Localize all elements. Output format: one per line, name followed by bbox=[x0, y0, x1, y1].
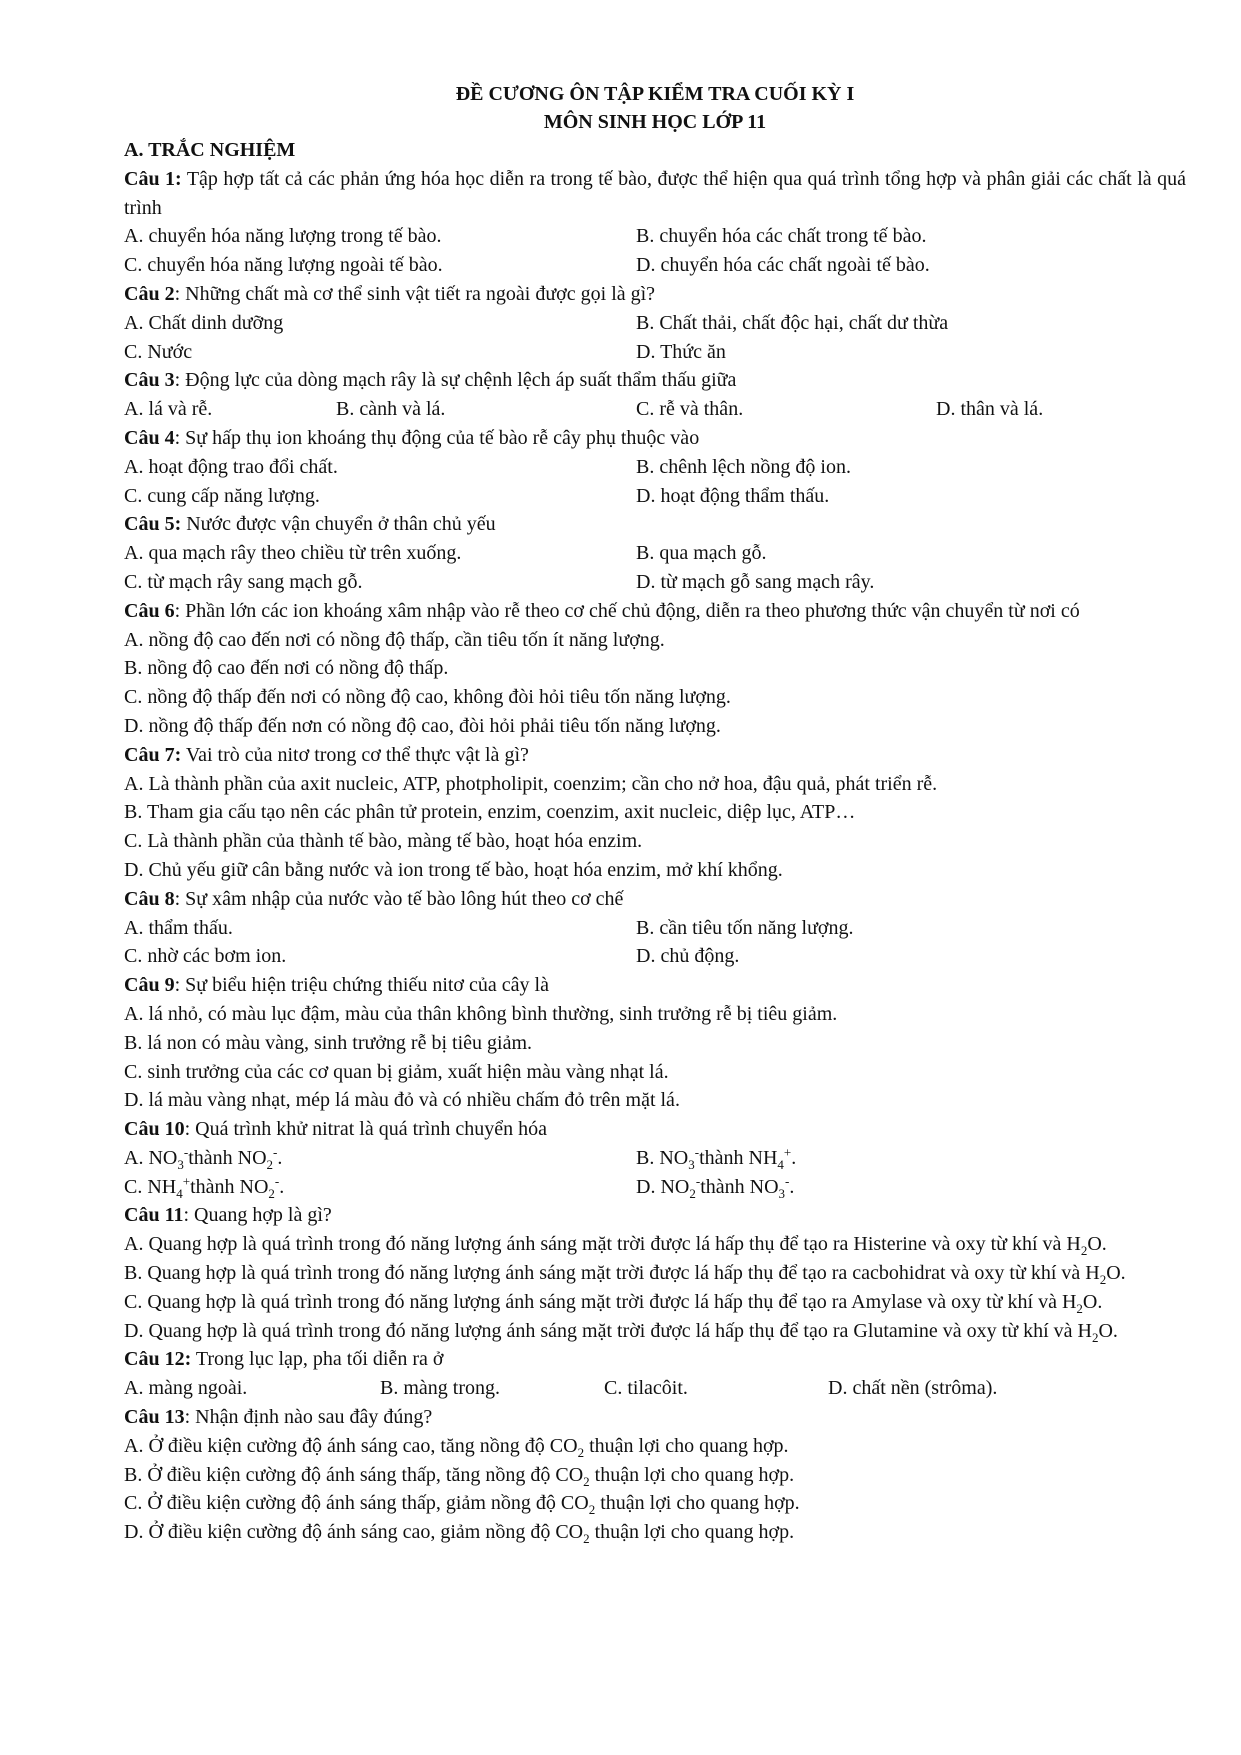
question-label: Câu 10 bbox=[124, 1118, 185, 1141]
option-c: C. Nước bbox=[124, 340, 193, 363]
option-a: A. màng ngoài. bbox=[124, 1377, 248, 1400]
question-label: Câu 6 bbox=[124, 599, 175, 622]
option-b: B. Tham gia cấu tạo nên các phân tử protein, enzim, coenzim, axit nucleic, diệp lục, ATP… bbox=[124, 801, 856, 824]
question-text: : Phần lớn các ion khoáng xâm nhập vào rễ theo cơ chế chủ động, diễn ra theo phương thức vận chuyển từ nơi có bbox=[174, 599, 1080, 622]
option-b: B. chuyển hóa các chất trong tế bào. bbox=[636, 225, 927, 248]
option-a: A. Quang hợp là quá trình trong đó năng lượng ánh sáng mặt trời được lá hấp thụ để tạo ra Histerine và oxy từ khí và $H_2O$. bbox=[124, 1233, 1107, 1259]
question-label: Câu 8 bbox=[124, 887, 175, 910]
question-4 bbox=[124, 424, 1186, 453]
option-a: A. lá và rễ. bbox=[124, 398, 213, 421]
option-d: D. nồng độ thấp đến nơn có nồng độ cao, đòi hỏi phải tiêu tốn năng lượng. bbox=[124, 714, 721, 737]
question-text: : Động lực của dòng mạch rây là sự chệnh lệch áp suất thẩm thấu giữa bbox=[174, 369, 737, 392]
question-label: Câu 12: bbox=[124, 1348, 192, 1371]
question-13 bbox=[124, 1403, 1186, 1432]
option-b: B. Quang hợp là quá trình trong đó năng lượng ánh sáng mặt trời được lá hấp thụ để tạo ra cacbohidrat và oxy từ khí và $H_2O$. bbox=[124, 1262, 1126, 1288]
options-row bbox=[124, 395, 1186, 424]
options-row bbox=[124, 1144, 1186, 1173]
option-d: D. chất nền (strôma). bbox=[828, 1377, 998, 1400]
options-row bbox=[124, 222, 1186, 251]
options-row bbox=[124, 482, 1186, 511]
options-row bbox=[124, 309, 1186, 338]
question-label: Câu 7: bbox=[124, 743, 182, 766]
option-b: B. chênh lệch nồng độ ion. bbox=[636, 455, 851, 478]
option-d: D. hoạt động thẩm thấu. bbox=[636, 484, 830, 507]
question-label: Câu 3 bbox=[124, 369, 175, 392]
document-page bbox=[124, 80, 1186, 1547]
option-b: B. $NO_3^-thành$ $NH_4^+$. bbox=[636, 1144, 797, 1172]
question-1 bbox=[124, 165, 1186, 223]
option-c: C. Là thành phần của thành tế bào, màng tế bào, hoạt hóa enzim. bbox=[124, 830, 643, 853]
question-text: : Nhận định nào sau đây đúng? bbox=[184, 1406, 433, 1429]
question-label: Câu 13 bbox=[124, 1406, 185, 1429]
option-b: B. cành và lá. bbox=[336, 398, 446, 421]
question-10 bbox=[124, 1115, 1186, 1144]
option-a: A. qua mạch rây theo chiều từ trên xuống. bbox=[124, 542, 462, 565]
option-a: A. Là thành phần của axit nucleic, ATP, photpholipit, coenzim; cần cho nở hoa, đậu quả, phát triển rễ. bbox=[124, 772, 938, 795]
options-row bbox=[124, 251, 1186, 280]
question-label: Câu 2 bbox=[124, 282, 175, 305]
option-a: A. Ở điều kiện cường độ ánh sáng cao, tăng nồng độ $CO_2$ thuận lợi cho quang hợp. bbox=[124, 1434, 789, 1460]
option-c: C. tilacôit. bbox=[604, 1377, 688, 1400]
question-2 bbox=[124, 280, 1186, 309]
option-d: D. $NO_2^-thành$ $NO_3^-$. bbox=[636, 1173, 795, 1201]
question-label: Câu 9 bbox=[124, 974, 175, 997]
question-label: Câu 11 bbox=[124, 1204, 184, 1227]
question-label: Câu 4 bbox=[124, 426, 175, 449]
option-d: D. Quang hợp là quá trình trong đó năng lượng ánh sáng mặt trời được lá hấp thụ để tạo ra Glutamine và oxy từ khí và $H_2O$. bbox=[124, 1319, 1118, 1345]
option-a: A. nồng độ cao đến nơi có nồng độ thấp, cần tiêu tốn ít năng lượng. bbox=[124, 628, 665, 651]
option-c: C. Ở điều kiện cường độ ánh sáng thấp, giảm nồng độ $CO_2$ thuận lợi cho quang hợp. bbox=[124, 1492, 800, 1518]
options-row bbox=[124, 914, 1186, 943]
options-row bbox=[124, 539, 1186, 568]
option-d: D. Chủ yếu giữ cân bằng nước và ion trong tế bào, hoạt hóa enzim, mở khí khổng. bbox=[124, 858, 783, 881]
option-d: D. Thức ăn bbox=[636, 340, 726, 363]
question-7 bbox=[124, 741, 1186, 770]
question-text: Trong lục lạp, pha tối diễn ra ở bbox=[191, 1348, 444, 1371]
question-text: Tập hợp tất cả các phản ứng hóa học diễn ra trong tế bào, được thể hiện qua quá trình tổng hợp và phân giải các chất là quá trình bbox=[124, 167, 1186, 219]
question-text: : Những chất mà cơ thể sinh vật tiết ra ngoài được gọi là gì? bbox=[174, 282, 656, 305]
options-row bbox=[124, 338, 1186, 367]
option-b: B. Ở điều kiện cường độ ánh sáng thấp, tăng nồng độ $CO_2$ thuận lợi cho quang hợp. bbox=[124, 1463, 795, 1489]
options-row bbox=[124, 1374, 1186, 1403]
option-d: D. từ mạch gỗ sang mạch rây. bbox=[636, 570, 875, 593]
options-row bbox=[124, 453, 1186, 482]
question-text: : Quá trình khử nitrat là quá trình chuyển hóa bbox=[184, 1118, 547, 1141]
option-b: B. cần tiêu tốn năng lượng. bbox=[636, 916, 854, 939]
option-c: C. $NH_4^+thành$ $NO_2^-$. bbox=[124, 1173, 285, 1201]
question-text: Vai trò của nitơ trong cơ thể thực vật là gì? bbox=[181, 743, 529, 766]
option-b: B. nồng độ cao đến nơi có nồng độ thấp. bbox=[124, 657, 449, 680]
option-c: C. chuyển hóa năng lượng ngoài tế bào. bbox=[124, 254, 443, 277]
option-a: A. Chất dinh dưỡng bbox=[124, 311, 284, 334]
options-row bbox=[124, 942, 1186, 971]
question-12 bbox=[124, 1345, 1186, 1374]
option-c: C. nồng độ thấp đến nơi có nồng độ cao, không đòi hỏi tiêu tốn năng lượng. bbox=[124, 686, 731, 709]
question-8 bbox=[124, 885, 1186, 914]
document-subtitle: MÔN SINH HỌC LỚP 11 bbox=[543, 111, 767, 133]
option-c: C. rễ và thân. bbox=[636, 398, 744, 421]
option-a: A. chuyển hóa năng lượng trong tế bào. bbox=[124, 225, 442, 248]
question-text: : Sự hấp thụ ion khoáng thụ động của tế bào rễ cây phụ thuộc vào bbox=[174, 426, 700, 449]
section-heading: A. TRẮC NGHIỆM bbox=[124, 139, 296, 161]
question-5 bbox=[124, 510, 1186, 539]
option-d: D. thân và lá. bbox=[936, 398, 1044, 421]
question-label: Câu 1: bbox=[124, 167, 182, 190]
question-9 bbox=[124, 971, 1186, 1000]
question-text: : Sự biểu hiện triệu chứng thiếu nitơ của cây là bbox=[174, 974, 549, 997]
option-d: D. Ở điều kiện cường độ ánh sáng cao, giảm nồng độ $CO_2$ thuận lợi cho quang hợp. bbox=[124, 1521, 795, 1547]
option-b: B. qua mạch gỗ. bbox=[636, 542, 767, 565]
option-d: D. chủ động. bbox=[636, 945, 740, 968]
options-row bbox=[124, 568, 1186, 597]
option-c: C. từ mạch rây sang mạch gỗ. bbox=[124, 570, 363, 593]
options-row bbox=[124, 1173, 1186, 1202]
option-d: D. chuyển hóa các chất ngoài tế bào. bbox=[636, 254, 930, 277]
question-3 bbox=[124, 366, 1186, 395]
option-d: D. lá màu vàng nhạt, mép lá màu đỏ và có nhiều chấm đỏ trên mặt lá. bbox=[124, 1089, 680, 1112]
question-text: : Quang hợp là gì? bbox=[183, 1204, 332, 1227]
option-b: B. màng trong. bbox=[380, 1377, 500, 1400]
option-a: A. lá nhỏ, có màu lục đậm, màu của thân không bình thường, sinh trưởng rễ bị tiêu giảm. bbox=[124, 1002, 838, 1025]
question-11 bbox=[124, 1201, 1186, 1230]
question-text: : Sự xâm nhập của nước vào tế bào lông hút theo cơ chế bbox=[174, 887, 624, 910]
question-label: Câu 5: bbox=[124, 513, 182, 536]
option-c: C. Quang hợp là quá trình trong đó năng lượng ánh sáng mặt trời được lá hấp thụ để tạo ra Amylase và oxy từ khí và $H_2O$. bbox=[124, 1290, 1103, 1316]
question-text: Nước được vận chuyển ở thân chủ yếu bbox=[181, 513, 496, 536]
option-a: A. hoạt động trao đổi chất. bbox=[124, 455, 338, 478]
option-c: C. sinh trưởng của các cơ quan bị giảm, xuất hiện màu vàng nhạt lá. bbox=[124, 1060, 669, 1083]
option-a: A. thẩm thấu. bbox=[124, 916, 233, 939]
option-a: A. $NO_3^-thành$ $NO_2^-$. bbox=[124, 1144, 283, 1172]
option-c: C. nhờ các bơm ion. bbox=[124, 945, 287, 968]
document-title: ĐỀ CƯƠNG ÔN TẬP KIỂM TRA CUỐI KỲ I bbox=[455, 83, 855, 105]
option-b: B. lá non có màu vàng, sinh trưởng rễ bị tiêu giảm. bbox=[124, 1031, 533, 1054]
option-c: C. cung cấp năng lượng. bbox=[124, 484, 320, 507]
question-6 bbox=[124, 597, 1186, 626]
option-b: B. Chất thải, chất độc hại, chất dư thừa bbox=[636, 311, 949, 334]
